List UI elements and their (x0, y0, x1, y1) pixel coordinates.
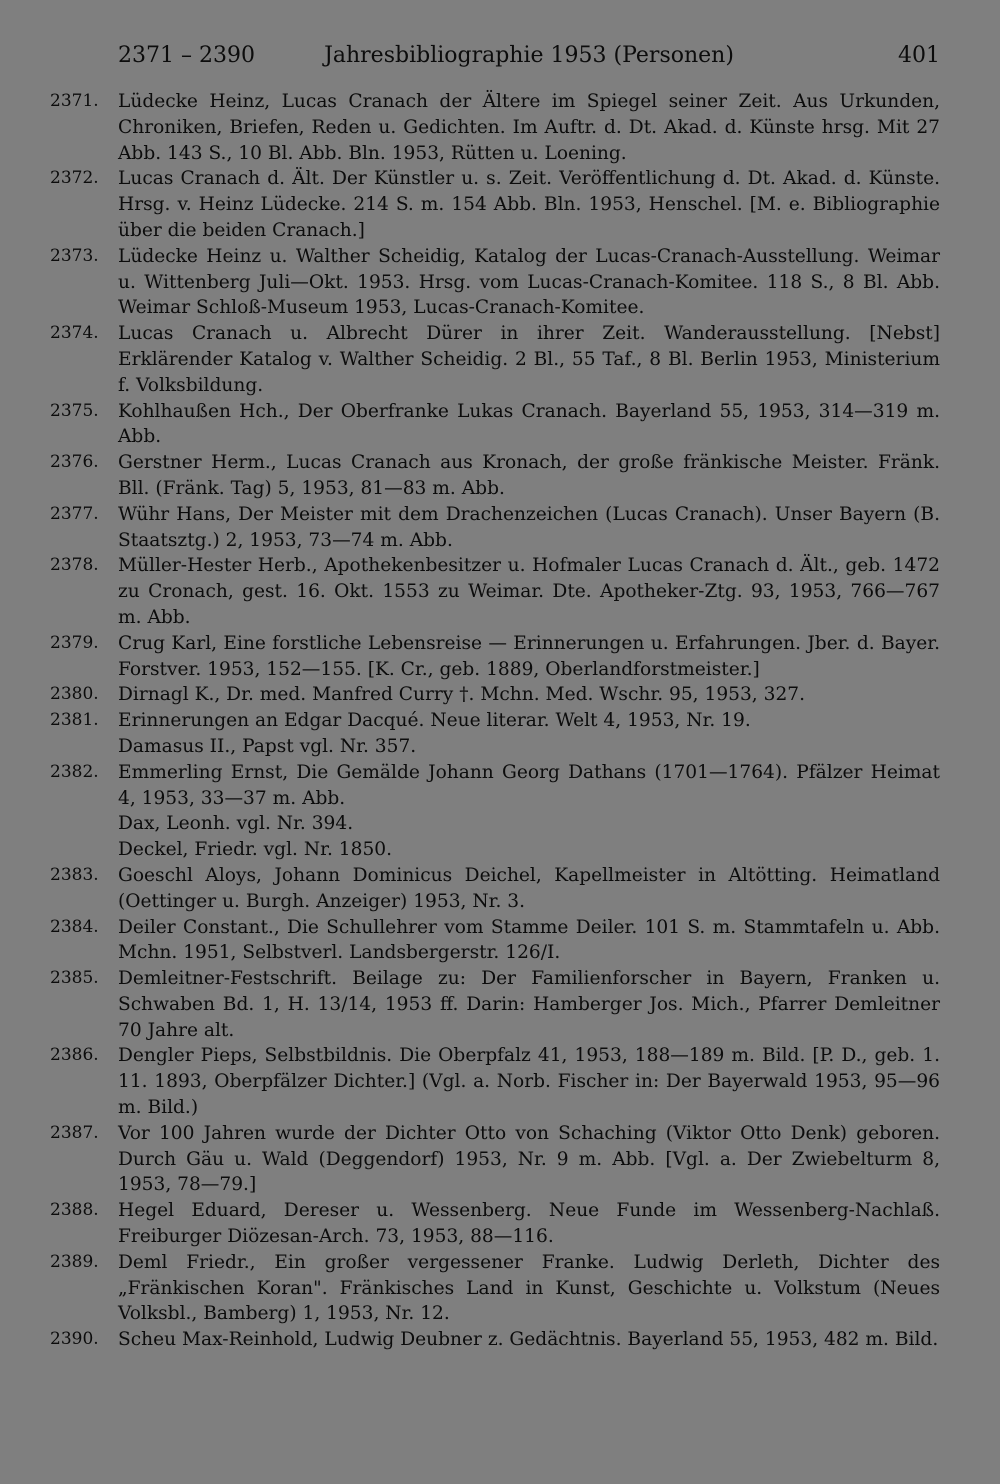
entry-text: Scheu Max-Reinhold, Ludwig Deubner z. Gedächtnis. Bayerland 55, 1953, 482 m. Bild. (118, 1329, 939, 1351)
entry-range: 2371 – 2390 (118, 43, 255, 68)
cross-reference (0, 811, 940, 837)
entry-text: Demleitner-Festschrift. Beilage zu: Der Familienforscher in Bayern, Franken u. Schwaben Bd. 1, H. 13/14, 1953 ff. Darin: Hamberger Jos. Mich., Pfarrer Demleitner 70 Jahre alt. (118, 968, 940, 1041)
entry-number: 2390. (50, 1329, 99, 1350)
entry-number: 2384. (50, 916, 99, 937)
bibliography-entry (0, 553, 940, 630)
entry-text: Hegel Eduard, Dereser u. Wessenberg. Neue Funde im Wessenberg-Nachlaß. Freiburger Diözesan-Arch. 73, 1953, 88—116. (118, 1200, 940, 1248)
bibliography-entry (0, 863, 940, 915)
entry-number: 2385. (50, 968, 99, 989)
entry-text: Deiler Constant., Die Schullehrer vom Stamme Deiler. 101 S. m. Stammtafeln u. Abb. Mchn. 1951, Selbstverl. Landsbergerstr. 126/I. (118, 916, 940, 964)
entry-number: 2377. (50, 503, 99, 524)
entry-text: Erinnerungen an Edgar Dacqué. Neue literar. Welt 4, 1953, Nr. 19. (118, 710, 751, 732)
entry-number: 2371. (50, 91, 99, 111)
bibliography-entry (0, 1327, 940, 1353)
page-number: 401 (898, 43, 940, 68)
bibliography-entry (0, 1043, 940, 1120)
bibliography-entry (0, 1121, 940, 1198)
entry-number: 2375. (50, 400, 99, 421)
entry-text: Lucas Cranach d. Ält. Der Künstler u. s. Zeit. Veröffentlichung d. Dt. Akad. d. Künste. Hrsg. v. Heinz Lüdecke. 214 S. m. 154 Abb. Bln. 1953, Henschel. [M. e. Bibliographie über die beiden Cranach.] (118, 168, 940, 241)
entry-text: Deml Friedr., Ein großer vergessener Franke. Ludwig Derleth, Dichter des „Fränkischen Koran". Fränkisches Land in Kunst, Geschichte u. Volkstum (Neues Volksbl., Bamberg) 1, 1953, Nr. 12. (118, 1251, 940, 1325)
entry-number: 2379. (50, 632, 99, 653)
bibliography-entry (0, 450, 940, 502)
entry-text: Gerstner Herm., Lucas Cranach aus Kronach, der große fränkische Meister. Fränk. Bll. (Fränk. Tag) 5, 1953, 81—83 m. Abb. (118, 452, 940, 499)
entry-text: Crug Karl, Eine forstliche Lebensreise — Erinnerungen u. Erfahrungen. Jber. d. Bayer. Forstver. 1953, 152—155. [K. Cr., geb. 1889, Oberlandforstmeister.] (118, 632, 940, 680)
entry-number: 2386. (50, 1045, 99, 1066)
running-title: Jahresbibliographie 1953 (Personen) (324, 43, 734, 68)
bibliography-entries (0, 89, 1000, 1353)
bibliography-entry (0, 966, 940, 1043)
entry-text: Wühr Hans, Der Meister mit dem Drachenzeichen (Lucas Cranach). Unser Bayern (B. Staatsztg.) 2, 1953, 73—74 m. Abb. (118, 503, 940, 551)
entry-text: Kohlhaußen Hch., Der Oberfranke Lukas Cranach. Bayerland 55, 1953, 314—319 m. Abb. (118, 400, 940, 448)
bibliography-entry (0, 708, 940, 734)
entry-text: Deckel, Friedr. vgl. Nr. 1850. (118, 839, 393, 861)
entry-number: 2382. (50, 761, 99, 782)
entry-text: Müller-Hester Herb., Apothekenbesitzer u. Hofmaler Lucas Cranach d. Ält., geb. 1472 zu Cronach, gest. 16. Okt. 1553 zu Weimar. Dte. Apotheker-Ztg. 93, 1953, 766—767 m. Abb. (118, 555, 940, 628)
entry-text: Dirnagl K., Dr. med. Manfred Curry †. Mchn. Med. Wschr. 95, 1953, 327. (118, 684, 806, 706)
entry-text: Lüdecke Heinz u. Walther Scheidig, Katalog der Lucas-Cranach-Ausstellung. Weimar u. Wittenberg Juli—Okt. 1953. Hrsg. vom Lucas-Cranach-Komitee. 118 S., 8 Bl. Abb. Weimar Schloß-Museum 1953, Lucas-Cranach-Komitee. (118, 245, 940, 319)
cross-reference (0, 734, 940, 760)
entry-number: 2378. (50, 555, 99, 576)
bibliography-entry (0, 915, 940, 967)
entry-number: 2381. (50, 710, 99, 731)
bibliography-entry (0, 399, 940, 451)
bibliography-entry (0, 1198, 940, 1250)
entry-text: Dax, Leonh. vgl. Nr. 394. (118, 813, 354, 835)
entry-number: 2374. (50, 323, 99, 344)
entry-number: 2389. (50, 1251, 99, 1272)
entry-number: 2388. (50, 1200, 99, 1221)
entry-text: Vor 100 Jahren wurde der Dichter Otto von Schaching (Viktor Otto Denk) geboren. Durch Gäu u. Wald (Deggendorf) 1953, Nr. 9 m. Abb. [Vgl. a. Der Zwiebelturm 8, 1953, 78—79.] (118, 1122, 940, 1196)
entry-number: 2373. (50, 245, 99, 266)
bibliography-entry (0, 166, 940, 243)
entry-number: 2387. (50, 1122, 99, 1143)
entry-number: 2376. (50, 452, 99, 473)
entry-text: Dengler Pieps, Selbstbildnis. Die Oberpfalz 41, 1953, 188—189 m. Bild. [P. D., geb. 1. 11. 1893, Oberpfälzer Dichter.] (Vgl. a. Norb. Fischer in: Der Bayerwald 1953, 95—96 m. Bild.) (118, 1045, 940, 1119)
entry-text: Lüdecke Heinz, Lucas Cranach der Ältere im Spiegel seiner Zeit. Aus Urkunden, Chroniken, Briefen, Reden u. Gedichten. Im Auftr. d. Dt. Akad. d. Künste hrsg. Mit 27 Abb. 143 S., 10 Bl. Abb. Bln. 1953, Rütten u. Loening. (118, 91, 940, 164)
cross-reference (0, 837, 940, 863)
bibliography-entry (0, 321, 940, 398)
entry-number: 2380. (50, 684, 99, 705)
bibliography-entry (0, 89, 940, 166)
page-header (118, 40, 940, 72)
entry-text: Emmerling Ernst, Die Gemälde Johann Georg Dathans (1701—1764). Pfälzer Heimat 4, 1953, 33—37 m. Abb. (118, 761, 940, 809)
entry-text: Damasus II., Papst vgl. Nr. 357. (118, 735, 417, 757)
entry-number: 2383. (50, 864, 99, 885)
bibliography-entry (0, 502, 940, 554)
bibliography-entry (0, 244, 940, 321)
bibliography-entry (0, 631, 940, 683)
bibliography-entry (0, 1250, 940, 1327)
entry-number: 2372. (50, 168, 99, 189)
bibliography-entry (0, 760, 940, 812)
bibliography-entry (0, 682, 940, 708)
entry-text: Lucas Cranach u. Albrecht Dürer in ihrer Zeit. Wanderausstellung. [Nebst] Erklärender Katalog v. Walther Scheidig. 2 Bl., 55 Taf., 8 Bl. Berlin 1953, Ministerium f. Volksbildung. (118, 323, 940, 396)
entry-text: Goeschl Aloys, Johann Dominicus Deichel, Kapellmeister in Altötting. Heimatland (Oettinger u. Burgh. Anzeiger) 1953, Nr. 3. (118, 864, 940, 912)
